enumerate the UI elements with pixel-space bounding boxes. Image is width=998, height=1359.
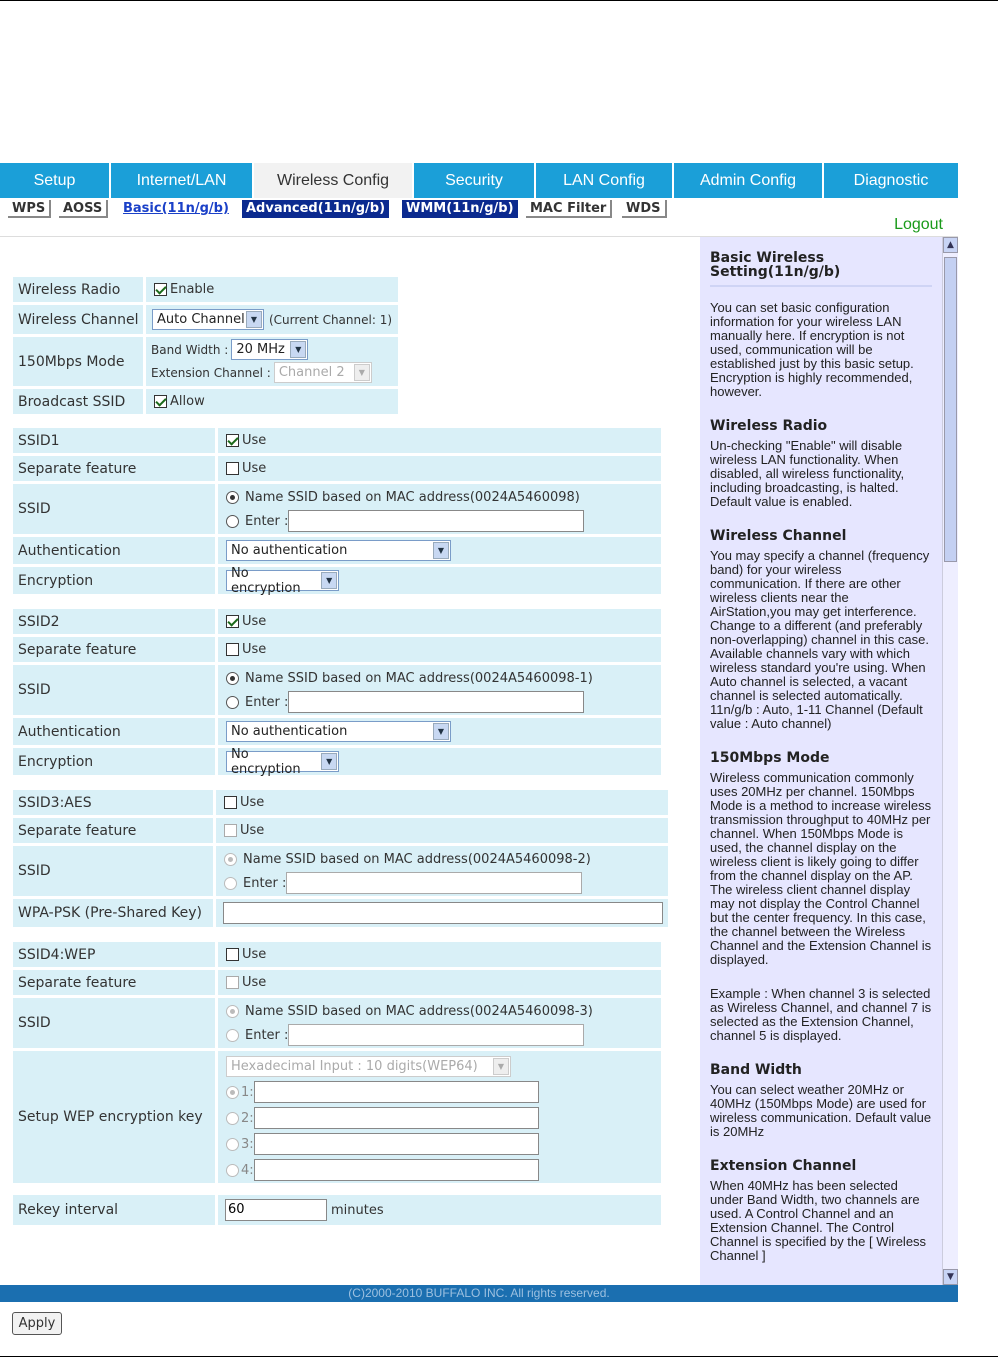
help-panel (700, 237, 942, 1285)
tab-internet-lan[interactable]: Internet/LAN (111, 163, 254, 198)
ssid1-separate-row (13, 456, 661, 481)
extension-channel-label: Extension Channel : (151, 365, 271, 380)
band-width-select[interactable]: 20 MHz ▼ (231, 339, 308, 360)
chevron-down-icon: ▼ (493, 1058, 509, 1075)
separate-feature-label: Separate feature (13, 970, 215, 995)
ssid1-separate-checkbox[interactable] (226, 462, 239, 475)
scroll-up-icon[interactable]: ▲ (943, 237, 958, 253)
ssid2-ssid-row (13, 665, 661, 715)
help-divider (710, 285, 932, 287)
ssid2-use-row (13, 609, 661, 634)
wep-key1-input[interactable] (254, 1081, 539, 1103)
sub-navigation (0, 198, 958, 237)
help-title: Basic Wireless Setting(11n/g/b) (710, 250, 841, 280)
ssid1-mac-option: Name SSID based on MAC address(0024A5460098) (245, 489, 580, 505)
encryption-label: Encryption (13, 567, 215, 594)
ssid4-name-input[interactable] (288, 1024, 584, 1046)
subnav-wds[interactable]: WDS (622, 200, 667, 218)
ssid-label: SSID (13, 846, 213, 896)
scroll-down-icon[interactable]: ▼ (943, 1269, 958, 1285)
main-tabs (0, 163, 958, 198)
ssid4-title: SSID4:WEP (13, 942, 215, 967)
ssid3-use-row (13, 790, 668, 815)
broadcast-ssid-label: Broadcast SSID (13, 389, 143, 414)
scroll-thumb[interactable] (944, 257, 957, 562)
ssid3-psk-row (13, 899, 668, 927)
broadcast-ssid-row (13, 389, 398, 414)
ssid4-separate-checkbox[interactable] (226, 976, 239, 989)
wep-key4-radio[interactable] (226, 1164, 239, 1177)
help-scrollbar[interactable] (942, 237, 958, 1285)
ssid3-mac-radio[interactable] (224, 853, 237, 866)
separate-feature-label: Separate feature (13, 818, 213, 843)
ssid1-ssid-row (13, 484, 661, 534)
ssid1-use-row (13, 428, 661, 453)
help-text: Wireless communication commonly uses 20MHz per channel. 150Mbps Mode is a method to increase wireless transmission throughput to 40MHz per channel. When 150Mbps Mode is used, the channel display on the wireless client is likely going to differ from the channel display on the AP. The wireless client channel display may not display the Control Channel but the center frequency. In this case, the channel between the Wireless Channel and the Extension Channel is displayed. (710, 770, 932, 967)
ssid4-separate-row (13, 970, 661, 995)
authentication-label: Authentication (13, 718, 215, 745)
use-label: Use (242, 461, 267, 476)
wep-key2-input[interactable] (254, 1107, 539, 1129)
tab-lan-config[interactable]: LAN Config (536, 163, 674, 198)
chevron-down-icon: ▼ (433, 723, 449, 740)
ssid4-mac-radio[interactable] (226, 1005, 239, 1018)
mode-150mbps-label: 150Mbps Mode (13, 337, 143, 386)
allow-label: Allow (170, 394, 205, 409)
help-text: Example : When channel 3 is selected as Wireless Channel, and channel 7 is selected as the Extension Channel, channel 5 is displayed. (710, 986, 932, 1043)
separate-feature-label: Separate feature (13, 637, 215, 662)
extension-channel-select[interactable]: Channel 2 ▼ (274, 362, 372, 383)
page-top-rule (0, 0, 998, 1)
wep-key4-label: 4: (241, 1162, 254, 1178)
ssid2-mac-option: Name SSID based on MAC address(0024A5460098-1) (245, 670, 593, 686)
wep-key3-input[interactable] (254, 1133, 539, 1155)
rekey-unit: minutes (331, 1202, 384, 1218)
wpa-psk-label: WPA-PSK (Pre-Shared Key) (13, 899, 213, 927)
wep-key3-radio[interactable] (226, 1138, 239, 1151)
ssid1-enter-radio[interactable] (226, 515, 239, 528)
copyright-footer: (C)2000-2010 BUFFALO INC. All rights reserved. (0, 1285, 958, 1302)
wireless-channel-label: Wireless Channel (13, 305, 143, 334)
use-label: Use (242, 433, 267, 448)
ssid3-title: SSID3:AES (13, 790, 213, 815)
use-label: Use (240, 795, 265, 810)
rekey-label: Rekey interval (13, 1195, 215, 1225)
ssid2-auth-select[interactable]: No authentication ▼ (226, 721, 451, 742)
subnav-advanced[interactable]: Advanced(11n/g/b) (242, 200, 389, 218)
ssid4-mac-option: Name SSID based on MAC address(0024A5460098-3) (245, 1003, 593, 1019)
wep-key-label: Setup WEP encryption key (13, 1051, 215, 1183)
ssid1-mac-radio[interactable] (226, 491, 239, 504)
ssid-label: SSID (13, 998, 215, 1048)
ssid-label: SSID (13, 484, 215, 534)
band-width-label: Band Width : (151, 342, 229, 357)
rekey-input[interactable]: 60 (225, 1199, 327, 1221)
ssid1-enc-select[interactable]: No encryption ▼ (226, 570, 339, 591)
chevron-down-icon: ▼ (321, 572, 337, 589)
ssid3-separate-row (13, 818, 668, 843)
help-intro: You can set basic configuration information for your wireless LAN manually here. If encryption is not used, communication will be established just by this basic setup. Encryption is highly recommended, however. (710, 300, 914, 399)
chevron-down-icon: ▼ (290, 341, 306, 358)
ssid2-name-input[interactable] (288, 691, 584, 713)
subnav-wps[interactable]: WPS (8, 200, 51, 218)
ssid2-mac-radio[interactable] (226, 672, 239, 685)
ssid4-use-row (13, 942, 661, 967)
help-text: You may specify a channel (frequency band) for your wireless communication. If there are other wireless clients near the AirStation,you may get interference. Change to a different (and preferably non-overlapping) channel in this case. Available channels vary with which wireless standard you're using. When Auto channel is selected, a vacant channel is selected automatically. 11n/g/b : Auto, 1-11 Channel (Default value : Auto channel) (710, 548, 930, 731)
ssid4-use-checkbox[interactable] (226, 948, 239, 961)
use-label: Use (242, 975, 267, 990)
subnav-mac-filter[interactable]: MAC Filter (526, 200, 612, 218)
ssid1-auth-row (13, 537, 661, 564)
ssid1-title: SSID1 (13, 428, 215, 453)
ssid1-auth-select[interactable]: No authentication ▼ (226, 540, 451, 561)
encryption-label: Encryption (13, 748, 215, 775)
wep-key2-label: 2: (241, 1110, 254, 1126)
wireless-radio-checkbox[interactable] (154, 283, 167, 296)
enter-label: Enter : (245, 694, 289, 710)
chevron-down-icon: ▼ (354, 364, 370, 381)
use-label: Use (242, 947, 267, 962)
help-heading: Extension Channel (710, 1158, 857, 1174)
ssid2-enc-select[interactable]: No encryption ▼ (226, 751, 339, 772)
ssid3-name-input[interactable] (286, 872, 582, 894)
wireless-channel-row (13, 305, 398, 334)
subnav-wmm[interactable]: WMM(11n/g/b) (402, 200, 518, 218)
ssid3-use-checkbox[interactable] (224, 796, 237, 809)
wep-key1-radio[interactable] (226, 1086, 239, 1099)
chevron-down-icon: ▼ (246, 311, 262, 328)
ssid1-enc-row (13, 567, 661, 594)
ssid1-use-checkbox[interactable] (226, 434, 239, 447)
help-text: Un-checking "Enable" will disable wireless LAN functionality. When disabled, all wireless functionality, including broadcasting, is halted. Default value is enabled. (710, 438, 905, 509)
apply-button[interactable]: Apply (12, 1312, 62, 1335)
chevron-down-icon: ▼ (321, 753, 337, 770)
separate-feature-label: Separate feature (13, 456, 215, 481)
ssid2-use-checkbox[interactable] (226, 615, 239, 628)
wep-key-row (13, 1051, 661, 1183)
ssid2-enc-row (13, 748, 661, 775)
wep-key3-label: 3: (241, 1136, 254, 1152)
broadcast-ssid-checkbox[interactable] (154, 395, 167, 408)
use-label: Use (242, 642, 267, 657)
ssid4-enter-radio[interactable] (226, 1029, 239, 1042)
wep-key2-radio[interactable] (226, 1112, 239, 1125)
rekey-row (13, 1195, 661, 1225)
wireless-radio-label: Wireless Radio (13, 277, 143, 302)
wep-mode-select[interactable]: Hexadecimal Input : 10 digits(WEP64) ▼ (226, 1056, 511, 1077)
enter-label: Enter : (243, 875, 287, 891)
tab-setup[interactable]: Setup (0, 163, 111, 198)
chevron-down-icon: ▼ (433, 542, 449, 559)
ssid3-ssid-row (13, 846, 668, 896)
tab-admin-config[interactable]: Admin Config (674, 163, 824, 198)
help-text: You can select weather 20MHz or 40MHz (150Mbps Mode) are used for wireless communication. Default value is 20MHz (710, 1082, 932, 1139)
wpa-psk-input[interactable] (223, 902, 663, 924)
help-text: When 40MHz has been selected under Band Width, two channels are used. A Control Channel and an Extension Channel. The Control Channel is specified by the [ Wireless Channel ] (710, 1178, 927, 1263)
ssid3-mac-option: Name SSID based on MAC address(0024A5460098-2) (243, 851, 591, 867)
use-label: Use (240, 823, 265, 838)
mode-150mbps-row (13, 337, 398, 386)
current-channel-text: (Current Channel: 1) (269, 312, 393, 327)
help-heading: Wireless Channel (710, 528, 847, 544)
wireless-radio-row (13, 277, 398, 302)
ssid3-enter-radio[interactable] (224, 877, 237, 890)
subnav-aoss[interactable]: AOSS (59, 200, 108, 218)
ssid2-auth-row (13, 718, 661, 745)
ssid2-separate-row (13, 637, 661, 662)
authentication-label: Authentication (13, 537, 215, 564)
ssid2-separate-checkbox[interactable] (226, 643, 239, 656)
logout-link[interactable]: Logout (894, 216, 943, 233)
help-heading: Band Width (710, 1062, 802, 1078)
router-config-window (0, 163, 958, 1331)
enter-label: Enter : (245, 513, 289, 529)
ssid4-ssid-row (13, 998, 661, 1048)
ssid2-enter-radio[interactable] (226, 696, 239, 709)
wep-key1-label: 1: (241, 1084, 254, 1100)
help-heading: 150Mbps Mode (710, 750, 830, 766)
use-label: Use (242, 614, 267, 629)
tab-security[interactable]: Security (414, 163, 536, 198)
enter-label: Enter : (245, 1027, 289, 1043)
page-bottom-rule (0, 1356, 998, 1357)
ssid2-title: SSID2 (13, 609, 215, 634)
ssid3-separate-checkbox[interactable] (224, 824, 237, 837)
help-heading: Wireless Radio (710, 418, 828, 434)
ssid1-name-input[interactable] (288, 510, 584, 532)
tab-wireless-config[interactable]: Wireless Config (254, 163, 414, 198)
tab-diagnostic[interactable]: Diagnostic (824, 163, 958, 198)
ssid-label: SSID (13, 665, 215, 715)
enable-label: Enable (170, 282, 215, 297)
wireless-channel-select[interactable]: Auto Channel ▼ (152, 309, 264, 330)
wep-key4-input[interactable] (254, 1159, 539, 1181)
subnav-basic[interactable]: Basic(11n/g/b) (123, 201, 229, 216)
